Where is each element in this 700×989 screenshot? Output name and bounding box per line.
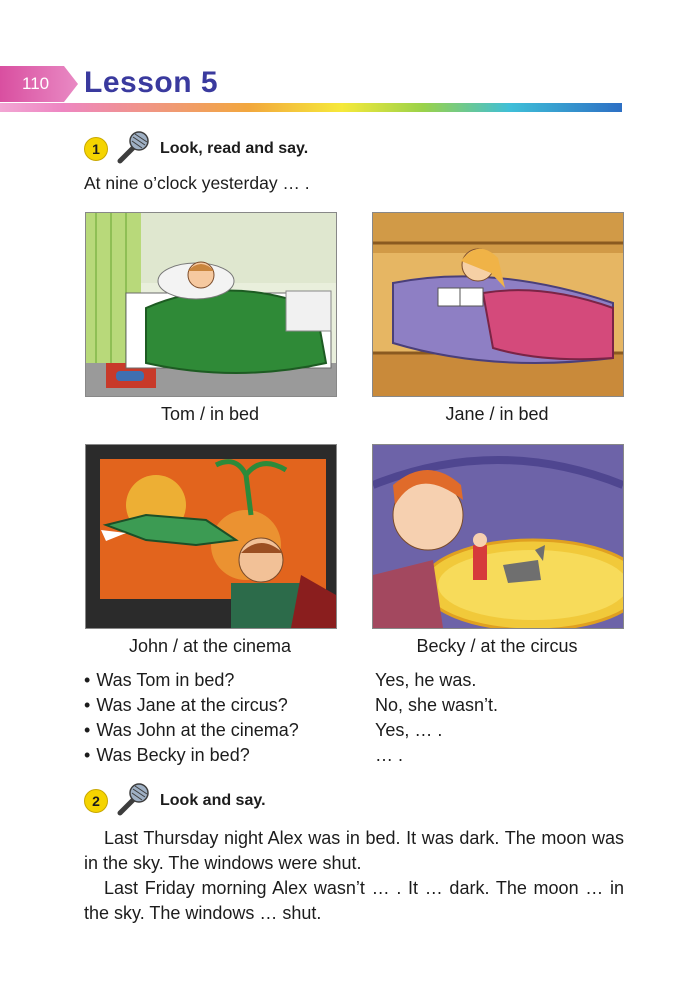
- exercise-2-number: 2: [84, 789, 108, 813]
- caption-becky: Becky / at the circus: [416, 636, 578, 656]
- illustration-becky-at-circus: [372, 444, 624, 629]
- answer-item: … .: [375, 745, 404, 765]
- exercise-1-intro: At nine o’clock yesterday … .: [84, 173, 310, 193]
- page-number: 110: [22, 74, 50, 93]
- exercise-1-instruction: Look, read and say.: [160, 140, 309, 157]
- caption-jane: Jane / in bed: [445, 404, 549, 424]
- question-item: • Was John at the cinema?: [84, 718, 299, 743]
- exercise-2-instruction: Look and say.: [160, 792, 266, 809]
- microphone-icon: [112, 779, 152, 819]
- question-item: • Was Becky in bed?: [84, 743, 299, 768]
- answer-item: Yes, he was.: [375, 670, 477, 690]
- answer-item: Yes, … .: [375, 720, 443, 740]
- rainbow-divider: [0, 103, 622, 112]
- exercise-1-number: 1: [84, 137, 108, 161]
- illustration-john-at-cinema: [85, 444, 337, 629]
- microphone-icon: [112, 127, 152, 167]
- caption-tom: Tom / in bed: [160, 404, 260, 424]
- answer-list: [375, 668, 498, 768]
- lesson-title: Lesson 5: [84, 66, 219, 99]
- paragraph: Last Friday morning Alex wasn’t … . It … dark. The moon … in the sky. The windows … shut.: [84, 878, 624, 923]
- exercise-2-text: [84, 826, 624, 926]
- question-item: • Was Tom in bed?: [84, 668, 299, 693]
- illustration-tom-in-bed: [85, 212, 337, 397]
- caption-john: John / at the cinema: [128, 636, 292, 656]
- question-list: [84, 668, 299, 768]
- paragraph: Last Thursday night Alex was in bed. It was dark. The moon was in the sky. The windows were shut.: [84, 828, 624, 873]
- illustration-jane-in-bed: [372, 212, 624, 397]
- question-item: • Was Jane at the circus?: [84, 693, 299, 718]
- answer-item: No, she wasn’t.: [375, 695, 499, 715]
